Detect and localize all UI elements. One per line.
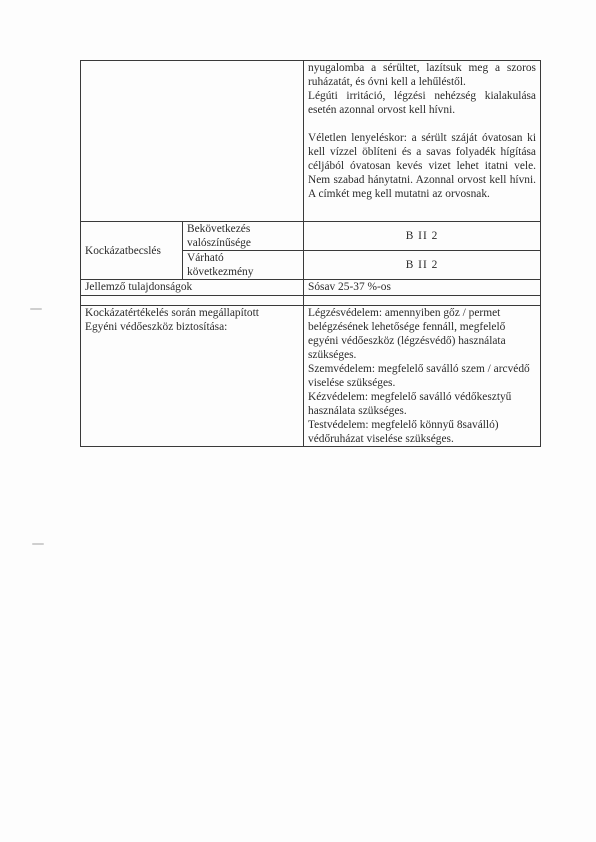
risk-estimation-label: Kockázatbecslés bbox=[81, 222, 183, 280]
first-aid-row bbox=[81, 61, 541, 222]
ppe-label: Kockázatértékelés során megállapított Egyéni védőeszköz biztosítása: bbox=[81, 306, 304, 447]
consequence-label: Várható következmény bbox=[183, 251, 304, 280]
scan-artifact-mark bbox=[30, 308, 42, 310]
respiratory-protection-text: Légzésvédelem: amennyiben gőz / permet belégzésének lehetősége fennáll, megfelelő egyéni védőeszköz (légzésvédő) használata szükséges. bbox=[308, 307, 506, 361]
ppe-row bbox=[81, 306, 541, 447]
body-protection-text: Testvédelem: megfelelő könnyű 8saválló) védőruházat viselése szükséges. bbox=[308, 419, 499, 445]
probability-row bbox=[81, 222, 541, 251]
inhalation-paragraph: Légúti irritáció, légzési nehézség kialakulása esetén azonnal orvost kell hívni. bbox=[308, 90, 536, 116]
paragraph-gap bbox=[308, 117, 536, 131]
hand-protection-text: Kézvédelem: megfelelő saválló védőkesztyű használata szükséges. bbox=[308, 391, 512, 417]
properties-value: Sósav 25-37 %-os bbox=[304, 280, 541, 296]
probability-value: B II 2 bbox=[304, 222, 541, 251]
scan-artifact-mark bbox=[32, 543, 44, 545]
spacer-cell-right bbox=[304, 296, 541, 306]
ingestion-paragraph: Véletlen lenyeléskor: a sérült száját óvatosan ki kell vízzel öblíteni és a savas folyadék hígítása céljából óvatosan kevés vizet lehet itatni vele. Nem szabad hánytatni. Azonnal orvost kell hívni. A címkét meg kell mutatni az orvosnak. bbox=[308, 132, 536, 200]
probability-label: Bekövetkezés valószínűsége bbox=[183, 222, 304, 251]
spacer-row bbox=[81, 296, 541, 306]
first-aid-label-cell bbox=[81, 61, 304, 222]
safety-data-table bbox=[80, 60, 541, 447]
consequence-value: B II 2 bbox=[304, 251, 541, 280]
eye-protection-text: Szemvédelem: megfelelő saválló szem / arcvédő viselése szükséges. bbox=[308, 363, 530, 389]
ppe-text-cell bbox=[304, 306, 541, 447]
first-aid-paragraph: nyugalomba a sérültet, lazítsuk meg a szoros ruházatát, és óvni kell a lehűléstől. bbox=[308, 62, 536, 88]
properties-row bbox=[81, 280, 541, 296]
spacer-cell-left bbox=[81, 296, 304, 306]
first-aid-text-cell bbox=[304, 61, 541, 222]
properties-label: Jellemző tulajdonságok bbox=[81, 280, 304, 296]
